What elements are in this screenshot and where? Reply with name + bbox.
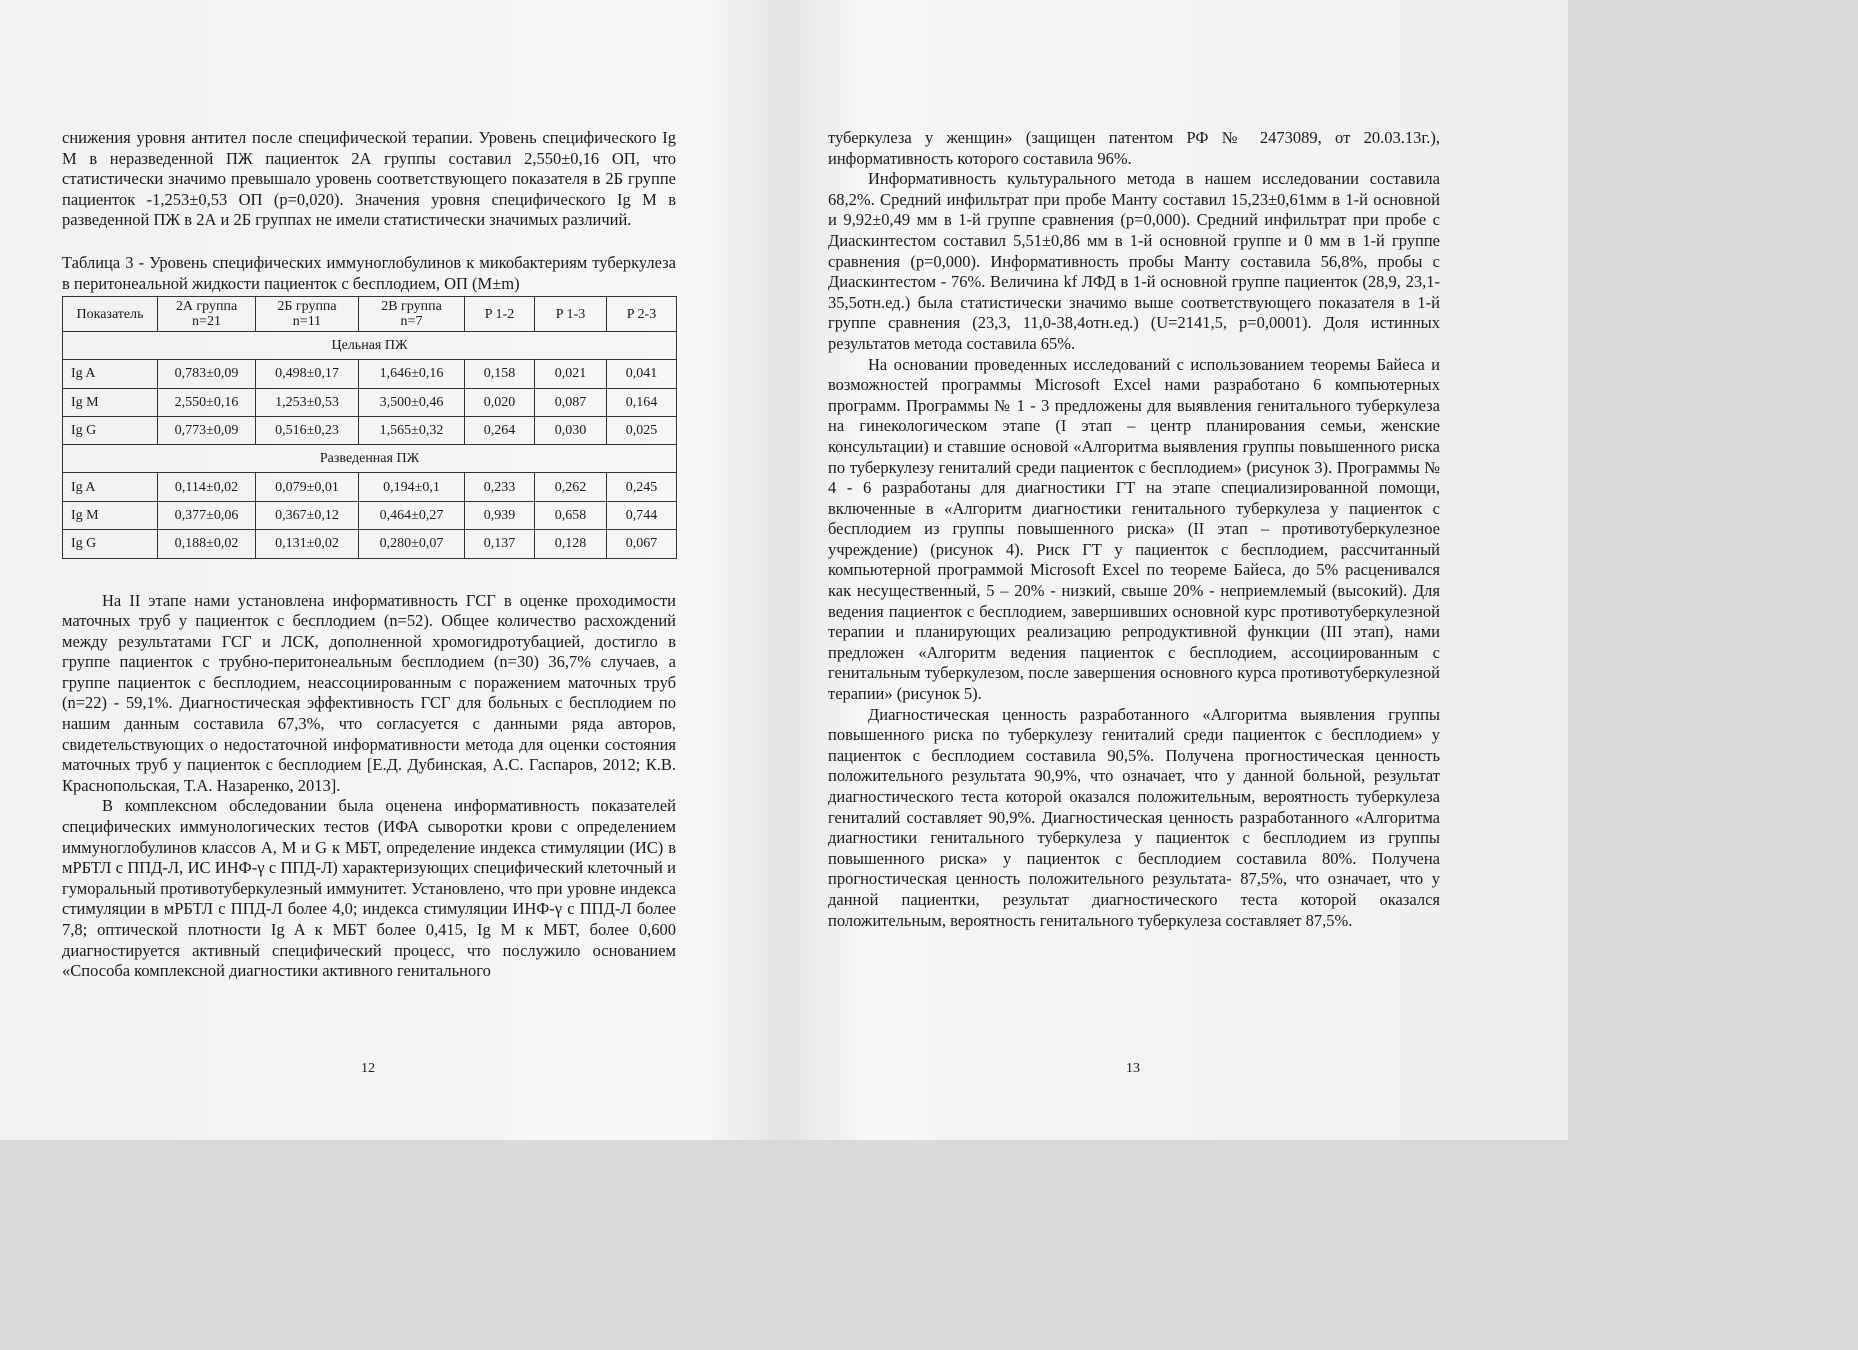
left-paragraph-2: На II этапе нами установлена информативность ГСГ в оценке проходимости маточных труб у пациенток с бесплодием (n=52). Общее количество расхождений между результатами ГСГ и ЛСК, дополненной хромогидротубацией, достигло в группе пациенток с трубно-перитонеальным бесплодием (n=30) 36,7% случаев, а группе пациенток с бесплодием, неассоциированным с поражением маточных труб (n=22) - 59,1%. Диагностическая эффективность ГСГ для больных с бесплодием по нашим данным составила 67,3%, что согласуется с данными ряда авторов, свидетельствующих о недостаточной информативности метода для оценки состояния маточных труб у пациенток с бесплодием [Е.Д. Дубинская, А.С. Гаспаров, 2012; К.В. Краснопольская, Т.А. Назаренко, 2013]. (62, 590, 676, 795)
table-cell: 0,377±0,06 (158, 501, 256, 529)
table-cell: 0,025 (607, 416, 677, 444)
table-cell: 0,164 (607, 388, 677, 416)
table-cell: 1,253±0,53 (256, 388, 359, 416)
table-cell: 1,646±0,16 (359, 360, 465, 388)
left-paragraph-1: снижения уровня антител после специфической терапии. Уровень специфического Ig M в неразведенной ПЖ пациенток 2А группы составил 2,550±0,16 ОП, что статистически значимо превышало уровень соответствующего показателя в 2Б группе пациенток -1,253±0,53 ОП (р=0,020). Значения уровня специфического Ig M в разведенной ПЖ в 2А и 2Б группах не имели статистически значимых различий. (62, 128, 676, 230)
table-row (63, 530, 677, 558)
table-cell: Ig M (63, 388, 158, 416)
table-cell: 0,233 (465, 473, 535, 501)
table-cell: 0,021 (535, 360, 607, 388)
table-cell: 0,041 (607, 360, 677, 388)
table-cell: 0,498±0,17 (256, 360, 359, 388)
header-group-2v: 2В группа n=7 (359, 297, 465, 332)
table-cell: 1,565±0,32 (359, 416, 465, 444)
header-p-1-3: P 1-3 (535, 297, 607, 332)
section-row-diluted (63, 445, 677, 473)
table-cell: 0,464±0,27 (359, 501, 465, 529)
table-cell: Ig G (63, 530, 158, 558)
table-cell: 3,500±0,46 (359, 388, 465, 416)
section-label-whole: Цельная ПЖ (63, 332, 677, 360)
table-cell: 0,087 (535, 388, 607, 416)
table-cell: 0,114±0,02 (158, 473, 256, 501)
table-cell: 0,367±0,12 (256, 501, 359, 529)
table-cell: 0,137 (465, 530, 535, 558)
table-cell: 0,128 (535, 530, 607, 558)
table-caption: Таблица 3 - Уровень специфических иммуноглобулинов к микобактериям туберкулеза в перитонеальной жидкости пациенток с бесплодием, ОП (M±m) (62, 252, 676, 293)
page-number-left: 12 (361, 1061, 375, 1076)
table-cell: 0,280±0,07 (359, 530, 465, 558)
table-row (63, 473, 677, 501)
right-page (828, 128, 1440, 931)
right-paragraph-3: На основании проведенных исследований с использованием теоремы Байеса и возможностей программы Microsoft Excel нами разработано 6 компьютерных программ. Программы № 1 - 3 предложены для выявления генитального туберкулеза на гинекологическом этапе (I этап – центр планирования семьи, женские консультации) и ставшие основой «Алгоритма выявления группы повышенного риска по туберкулезу гениталий среди пациенток с бесплодием» (рисунок 3). Программы № 4 - 6 разработаны для диагностики ГТ на этапе специализированной помощи, включенные в «Алгоритм диагностики генитального туберкулеза у пациенток с бесплодием из группы повышенного риска» (II этап – противотуберкулезное учреждение) (рисунок 4). Риск ГТ у пациенток с бесплодием, рассчитанный компьютерной программой Microsoft Excel по теореме Байеса, до 5% расценивался как несущественный, 5 – 20% - низкий, свыше 20% - неприемлемый (высокий). Для ведения пациенток с бесплодием, завершивших основной курс противотуберкулезной терапии и планирующих реализацию репродуктивной функции (III этап), нами предложен «Алгоритм ведения пациенток с бесплодием, ассоциированным с генитальным туберкулезом, после завершения основного курса противотуберкулезной терапии» (рисунок 5). (828, 354, 1440, 704)
left-paragraph-3: В комплексном обследовании была оценена информативность показателей специфических иммунологических тестов (ИФА сыворотки крови с определением иммуноглобулинов классов A, M и G к МБТ, определение индекса стимуляции (ИС) в мРБТЛ с ППД-Л, ИС ИНФ-γ с ППД-Л) характеризующих специфический клеточный и гуморальный противотуберкулезный иммунитет. Установлено, что при уровне индекса стимуляции в мРБТЛ с ППД-Л более 4,0; индекса стимуляции ИНФ-γ с ППД-Л более 7,8; оптической плотности Ig A к МБТ более 0,415, Ig M к МБТ, более 0,600 диагностируется активный специфический процесс, что послужило основанием «Способа комплексной диагностики активного генитального (62, 796, 676, 981)
table-cell: 0,658 (535, 501, 607, 529)
header-group-2b: 2Б группа n=11 (256, 297, 359, 332)
header-p-2-3: P 2-3 (607, 297, 677, 332)
section-label-diluted: Разведенная ПЖ (63, 445, 677, 473)
table-row (63, 416, 677, 444)
table-cell: 0,030 (535, 416, 607, 444)
table-row (63, 388, 677, 416)
header-indicator: Показатель (63, 297, 158, 332)
table-cell: 0,245 (607, 473, 677, 501)
table-header-row (63, 297, 677, 332)
table-cell: 0,194±0,1 (359, 473, 465, 501)
table-cell: 0,264 (465, 416, 535, 444)
table-cell: 0,773±0,09 (158, 416, 256, 444)
header-group-2a: 2А группа n=21 (158, 297, 256, 332)
table-cell: Ig A (63, 360, 158, 388)
table-cell: 0,079±0,01 (256, 473, 359, 501)
page-number-right: 13 (1126, 1061, 1140, 1076)
table-cell: 0,020 (465, 388, 535, 416)
right-paragraph-2: Информативность культурального метода в нашем исследовании составила 68,2%. Средний инфильтрат при пробе Манту составил 15,23±0,61мм в 1-й основной и 9,92±0,49 мм в 1-й группе сравнения (р=0,000). Средний инфильтрат при пробе с Диаскинтестом составил 5,51±0,86 мм в 1-й основной группе и 0 мм в 1-й группе сравнения (р=0,000). Информативность пробы Манту составила 56,8%, пробы с Диаскинтестом - 76%. Величина kf ЛФД в 1-й основной группе пациенток (28,9, 23,1-35,5отн.ед.) была статистически значимо выше соответствующего показателя в 1-й группе сравнения (23,3, 11,0-38,4отн.ед.) (U=2141,5, р=0,0001). Доля истинных результатов метода составила 65%. (828, 169, 1440, 353)
table-cell: 0,158 (465, 360, 535, 388)
right-paragraph-4: Диагностическая ценность разработанного «Алгоритма выявления группы повышенного риска по туберкулезу гениталий среди пациенток с бесплодием» у пациенток с бесплодием составила 90,5%. Получена прогностическая ценность положительного результата 90,9%, что означает, что у данной больной, результат диагностического теста которой оказался положительным, вероятность туберкулеза гениталий составляет 90,9%. Диагностическая ценность разработанного «Алгоритма диагностики генитального туберкулеза у пациенток с бесплодием из группы повышенного риска» у пациенток с бесплодием составила 80%. Получена прогностическая ценность положительного результата- 87,5%, что означает, что у данной пациентки, результат диагностического теста которой оказался положительным, вероятность генитального туберкулеза составляет 87,5%. (828, 704, 1440, 930)
immunoglobulin-table (62, 296, 677, 558)
table-cell: 0,783±0,09 (158, 360, 256, 388)
table-cell: 0,067 (607, 530, 677, 558)
table-row (63, 360, 677, 388)
table-cell: 2,550±0,16 (158, 388, 256, 416)
table-cell: 0,939 (465, 501, 535, 529)
table-cell: Ig A (63, 473, 158, 501)
right-paragraph-1: туберкулеза у женщин» (защищен патентом РФ № 2473089, от 20.03.13г.), информативность которого составила 96%. (828, 128, 1440, 168)
table-cell: Ig M (63, 501, 158, 529)
table-cell: 0,262 (535, 473, 607, 501)
table-row (63, 501, 677, 529)
table-cell: 0,744 (607, 501, 677, 529)
table-cell: 0,188±0,02 (158, 530, 256, 558)
table-cell: 0,131±0,02 (256, 530, 359, 558)
section-row-whole (63, 332, 677, 360)
header-p-1-2: P 1-2 (465, 297, 535, 332)
left-page (62, 128, 676, 982)
table-cell: 0,516±0,23 (256, 416, 359, 444)
table-cell: Ig G (63, 416, 158, 444)
